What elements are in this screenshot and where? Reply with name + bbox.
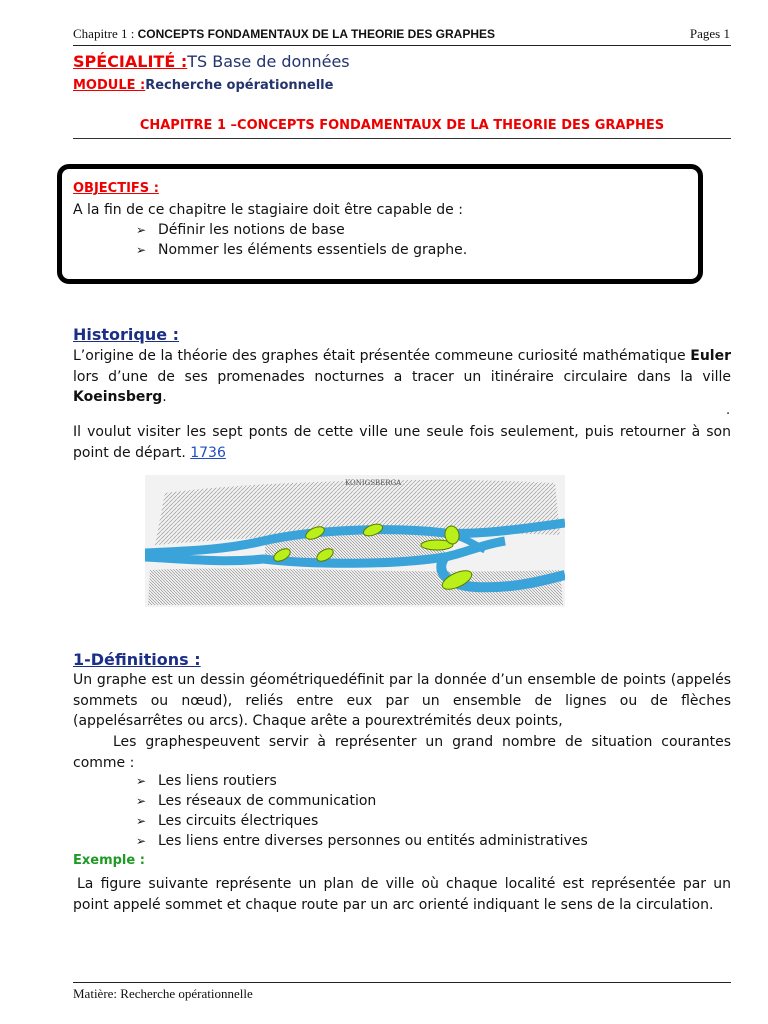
module-line xyxy=(73,78,333,93)
definitions-paragraph-1: Un graphe est un dessin géométriquedéfinit par la donnée d’un ensemble de points (appelés sommets ou nœud), reliés entre eux par un ensemble de lignes ou de flèches (appelésarrêtes ou arcs). Chaque arête a pourextrémités deux points, xyxy=(73,672,731,729)
specialite-line xyxy=(73,52,350,71)
definition-list-item xyxy=(136,813,318,829)
definitions-title: 1-Définitions : xyxy=(73,650,201,669)
list-item-text: Les liens entre diverses personnes ou entités administratives xyxy=(158,833,588,849)
header-chapter-title: CONCEPTS FONDAMENTAUX DE LA THEORIE DES GRAPHES xyxy=(137,27,495,41)
objective-item xyxy=(136,242,467,258)
historique-paragraph-2 xyxy=(73,422,731,463)
chapter-heading: CHAPITRE 1 –CONCEPTS FONDAMENTAUX DE LA THEORIE DES GRAPHES xyxy=(139,118,665,133)
stray-dot: . xyxy=(726,403,731,418)
arrow-bullet-icon: ➢ xyxy=(136,814,147,828)
objective-text: Définir les notions de base xyxy=(158,222,345,238)
list-item-text: Les réseaux de communication xyxy=(158,793,377,809)
specialite-label: SPÉCIALITÉ : xyxy=(73,52,188,71)
objectives-intro: A la fin de ce chapitre le stagiaire doit être capable de : xyxy=(73,202,463,218)
specialite-value: TS Base de données xyxy=(187,52,350,71)
header-chapter-prefix: Chapitre 1 : xyxy=(73,26,138,41)
arrow-bullet-icon: ➢ xyxy=(136,243,147,257)
chapter-divider xyxy=(73,138,731,139)
exemple-label: Exemple : xyxy=(73,853,145,868)
map-label: KONIGSBERGA xyxy=(345,479,402,487)
module-value: Recherche opérationnelle xyxy=(145,78,334,93)
konigsberg-map-image xyxy=(145,475,565,607)
list-item-text: Les circuits électriques xyxy=(158,813,319,829)
objectives-title: OBJECTIFS : xyxy=(73,181,159,196)
arrow-bullet-icon: ➢ xyxy=(136,834,147,848)
historique-text: lors d’une de ses promenades nocturnes a tracer un itinéraire circulaire dans la ville xyxy=(73,368,731,385)
page-footer: Matière: Recherche opérationnelle xyxy=(73,986,253,1001)
definition-list-item xyxy=(136,773,277,789)
arrow-bullet-icon: ➢ xyxy=(136,794,147,808)
definitions-paragraph-2: Les graphespeuvent servir à représenter un grand nombre de situation courantes comme : xyxy=(73,734,731,771)
page-number: Pages 1 xyxy=(689,26,730,41)
definition-list-item xyxy=(136,793,376,809)
page-header-left xyxy=(73,26,495,42)
historique-paragraph-1 xyxy=(73,346,731,408)
module-label: MODULE : xyxy=(73,78,146,93)
definition-list-item xyxy=(136,833,588,849)
city-name: Koeinsberg xyxy=(73,389,163,405)
list-item-text: Les liens routiers xyxy=(158,773,277,789)
historique-title: Historique : xyxy=(73,325,180,344)
historique-text: Il voulut visiter les sept ponts de cette ville une seule fois seulement, puis retourner à son point de départ. xyxy=(73,424,731,461)
arrow-bullet-icon: ➢ xyxy=(136,223,147,237)
year-link[interactable]: 1736 xyxy=(190,444,226,461)
objective-text: Nommer les éléments essentiels de graphe. xyxy=(158,242,468,258)
historique-text: L’origine de la théorie des graphes était présentée commeune curiosité mathématique xyxy=(73,348,691,364)
exemple-paragraph: La figure suivante représente un plan de ville où chaque localité est représentée par un point appelé sommet et chaque route par un arc orienté indiquant le sens de la circulation. xyxy=(73,876,731,913)
historique-text: . xyxy=(162,389,167,405)
euler-name: Euler xyxy=(690,348,731,364)
objective-item xyxy=(136,222,345,238)
arrow-bullet-icon: ➢ xyxy=(136,774,147,788)
footer-divider xyxy=(73,982,731,983)
header-divider xyxy=(73,45,731,46)
